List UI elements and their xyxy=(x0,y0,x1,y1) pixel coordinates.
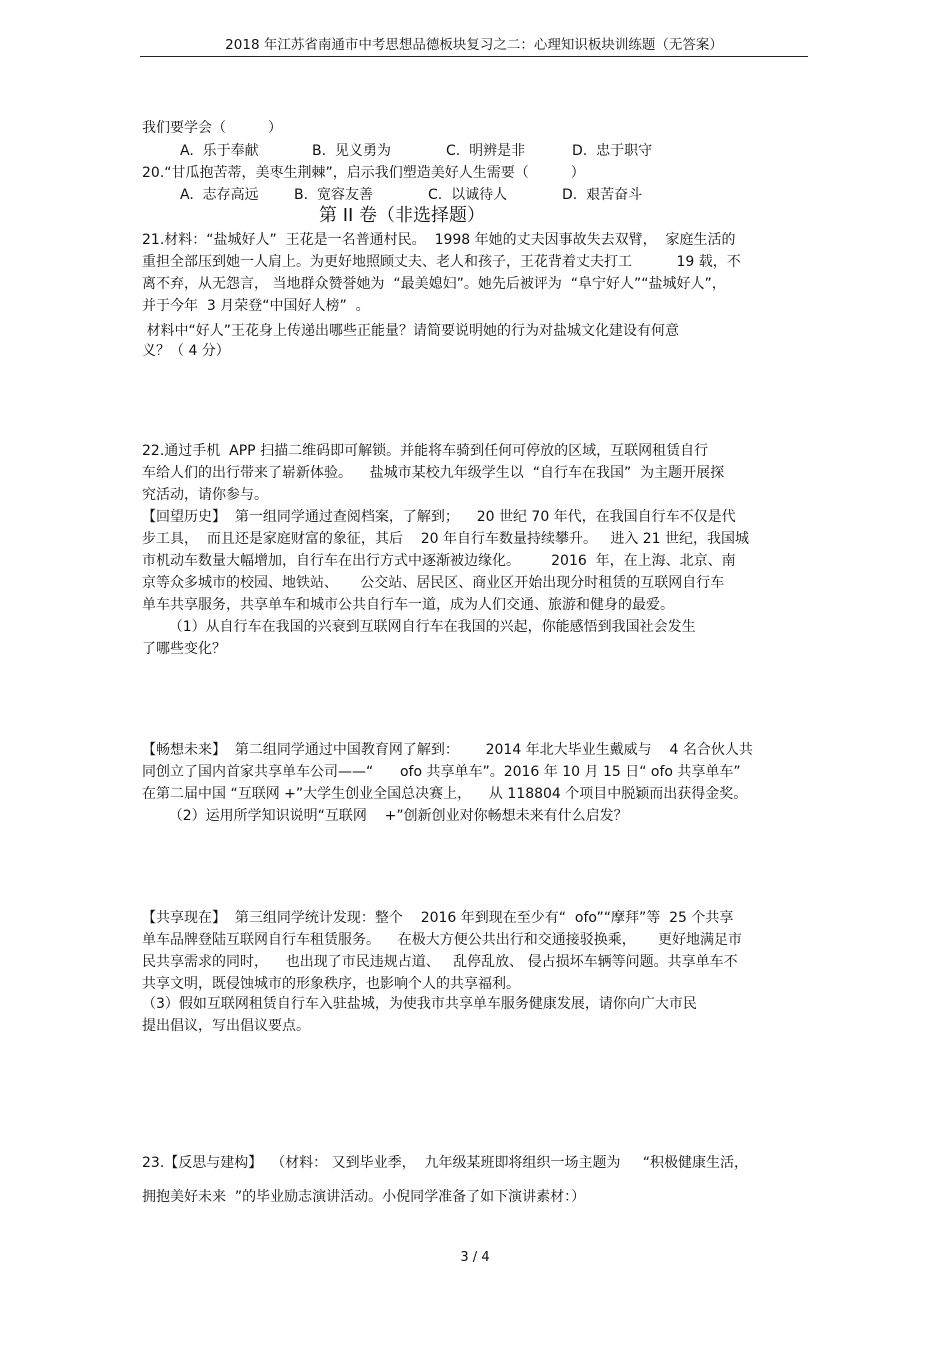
q22-share-line: 【共享现在】 第三组同学统计发现：整个 2016 年到现在至少有“ ofo”“摩拜”等 25 个共享 xyxy=(142,910,734,926)
q20-option-c: C. 以诚待人 xyxy=(428,187,508,203)
q20-option-a: A. 志存高远 xyxy=(180,187,259,203)
q22-subquestion-3: （3）假如互联网租赁自行车入驻盐城，为使我市共享单车服务健康发展，请你向广大市民 xyxy=(142,996,697,1012)
q22-subquestion-1: 了哪些变化？ xyxy=(142,641,226,657)
q19-option-b: B. 见义勇为 xyxy=(312,143,391,159)
q22-history-line: 步工具， 而且还是家庭财富的象征，其后 20 年自行车数量持续攀升。 进入 21 世纪，我国城 xyxy=(142,531,750,547)
q19-stem: 我们要学会（ ） xyxy=(142,120,282,136)
q22-history-line: 单车共享服务，共享单车和城市公共自行车一道，成为人们交通、旅游和健身的最爱。 xyxy=(142,597,674,613)
q22-share-line: 民共享需求的同时， 也出现了市民违规占道、 乱停乱放、 侵占损坏车辆等问题。共享单车不 xyxy=(142,954,738,970)
q22-future-line: 在第二届中国 “互联网 +”大学生创业全国总决赛上， 从 118804 个项目中脱颖而出获得金奖。 xyxy=(142,786,748,802)
page-number: 3 / 4 xyxy=(460,1250,490,1265)
q23-line: 23.【反思与建构】 （材料： 又到毕业季， 九年级某班即将组织一场主题为 “积极健康生活， xyxy=(142,1155,749,1171)
q21-line: 重担全部压到她一人肩上。为更好地照顾丈夫、老人和孩子，王花背着丈夫打工 19 载，不 xyxy=(142,254,741,270)
q23-line: 拥抱美好未来 ”的毕业励志演讲活动。小倪同学准备了如下演讲素材：） xyxy=(142,1189,586,1205)
q20-option-d: D. 艰苦奋斗 xyxy=(562,187,643,203)
q22-subquestion-3: 提出倡议，写出倡议要点。 xyxy=(142,1018,310,1034)
q21-question: 义？（ 4 分） xyxy=(142,343,230,359)
q20-stem: 20.“甘瓜抱苦蒂，美枣生荆棘”，启示我们塑造美好人生需要（ ） xyxy=(142,165,585,181)
q22-history-line: 【回望历史】 第一组同学通过查阅档案，了解到； 20 世纪 70 年代，在我国自行车不仅是代 xyxy=(142,509,736,525)
q21-line: 21.材料：“盐城好人” 王花是一名普通村民。 1998 年她的丈夫因事故失去双臂， 家庭生活的 xyxy=(142,232,736,248)
q22-intro-line: 车给人们的出行带来了崭新体验。 盐城市某校九年级学生以 “自行车在我国” 为主题开展探 xyxy=(142,465,725,481)
q21-line: 离不弃，从无怨言， 当地群众赞誉她为 “最美媳妇”。她先后被评为 “阜宁好人”“盐城好人”， xyxy=(142,276,726,292)
header-title: 2018 年江苏省南通市中考思想品德板块复习之二：心理知识板块训练题（无答案） xyxy=(225,37,723,53)
q22-future-line: 【畅想未来】 第二组同学通过中国教育网了解到： 2014 年北大毕业生戴威与 4 名合伙人共 xyxy=(142,742,753,758)
q22-history-line: 市机动车数量大幅增加，自行车在出行方式中逐渐被边缘化。 2016 年，在上海、北京、南 xyxy=(142,553,736,569)
page-header xyxy=(140,34,808,57)
q22-history-line: 京等众多城市的校园、地铁站、 公交站、居民区、商业区开始出现分时租赁的互联网自行车 xyxy=(142,575,725,591)
q20-option-b: B. 宽容友善 xyxy=(294,187,373,203)
q19-option-d: D. 忠于职守 xyxy=(572,143,653,159)
q22-intro-line: 22.通过手机 APP 扫描二维码即可解锁。并能将车骑到任何可停放的区域，互联网租赁自行 xyxy=(142,443,709,459)
q22-share-line: 共享文明，既侵蚀城市的形象秩序，也影响个人的共享福利。 xyxy=(142,976,520,992)
q22-intro-line: 究活动，请你参与。 xyxy=(142,487,268,503)
section-title: 第 II 卷（非选择题） xyxy=(318,205,486,226)
q21-line: 并于今年 3 月荣登“中国好人榜” 。 xyxy=(142,298,370,314)
q21-question: 材料中“好人”王花身上传递出哪些正能量？请简要说明她的行为对盐城文化建设有何意 xyxy=(142,323,679,339)
q22-subquestion-1: （1）从自行车在我国的兴衰到互联网自行车在我国的兴起，你能感悟到我国社会发生 xyxy=(142,619,696,635)
q22-subquestion-2: （2）运用所学知识说明“互联网 +”创新创业对你畅想未来有什么启发？ xyxy=(142,808,628,824)
q22-future-line: 同创立了国内首家共享单车公司——“ ofo 共享单车”。2016 年 10 月 15 日“ ofo 共享单车” xyxy=(142,764,741,780)
q19-option-c: C. 明辨是非 xyxy=(446,143,526,159)
q19-option-a: A. 乐于奉献 xyxy=(180,143,259,159)
q22-share-line: 单车品牌登陆互联网自行车租赁服务。 在极大方便公共出行和交通接驳换乘， 更好地满足市 xyxy=(142,932,743,948)
